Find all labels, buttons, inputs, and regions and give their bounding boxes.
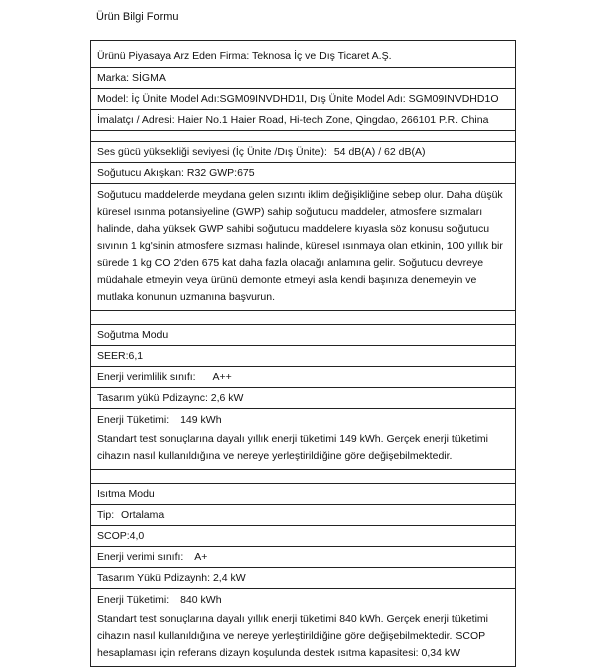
noise-value: 54 dB(A) / 62 dB(A): [333, 146, 426, 158]
section-spacer: [91, 470, 515, 484]
section-spacer: [91, 131, 515, 142]
heating-header: Isıtma Modu: [91, 484, 515, 505]
cooling-energy-class-value: A++: [212, 371, 232, 383]
heating-scop: SCOP:4,0: [91, 526, 515, 547]
heating-type-label: Tip:: [97, 509, 115, 521]
cooling-header: Soğutma Modu: [91, 325, 515, 346]
section-spacer: [91, 311, 515, 325]
heating-energy-class-label: Enerji verimi sınıfı:: [97, 551, 184, 563]
brand-row: Marka: SİGMA: [91, 68, 515, 89]
supplier-row: Ürünü Piyasaya Arz Eden Firma: Teknosa İç ve Dış Ticaret A.Ş.: [91, 41, 515, 68]
cooling-consumption-note: Standart test sonuçlarına dayalı yıllık enerji tüketimi 149 kWh. Gerçek enerji tüketimi cihazın nasıl kullanıldığına ve nereye yerleştirildiğine göre değişebilmektedir.: [97, 433, 489, 462]
heating-consumption-block: [91, 589, 515, 666]
refrigerant-row: Soğutucu Akışkan: R32 GWP:675: [91, 163, 515, 184]
heating-consumption-label: Enerji Tüketimi:: [97, 594, 170, 606]
product-info-form: [90, 40, 516, 667]
manufacturer-row: İmalatçı / Adresi: Haier No.1 Haier Road, Hi-tech Zone, Qingdao, 266101 P.R. China: [91, 110, 515, 131]
heating-energy-class-value: A+: [194, 551, 208, 563]
noise-row: [91, 142, 515, 163]
heating-consumption-value: 840 kWh: [180, 594, 222, 606]
heating-energy-class-row: [91, 547, 515, 568]
heating-type-value: Ortalama: [121, 509, 165, 521]
cooling-consumption-label: Enerji Tüketimi:: [97, 414, 170, 426]
cooling-design-load: Tasarım yükü Pdizaync: 2,6 kW: [91, 388, 515, 409]
document-title: Ürün Bilgi Formu: [96, 11, 179, 23]
cooling-seer: SEER:6,1: [91, 346, 515, 367]
cooling-consumption-value: 149 kWh: [180, 414, 222, 426]
refrigerant-notice: Soğutucu maddelerde meydana gelen sızıntı iklim değişikliğine sebep olur. Daha düşük küresel ısınma potansiyeline (GWP) sahip soğutucu maddeler, atmosfere sızmaları halinde, daha yüksek GWP sahibi soğutucu maddelere kıyasla söz konusu soğutucu sıvının 1 kg'sinin atmosfere sızması halinde, küresel ısınmaya olan etkinin, 100 yıllık bir sürede 1 kg CO 2'den 675 kat daha fazla olacağı anlamına gelir. Soğutucu devreye müdahale etmeyin veya ürünü demonte etmeyi asla kendi başınıza denemeyin ve mutlaka konunun uzmanına başvurun.: [91, 184, 515, 311]
model-row: Model: İç Ünite Model Adı:SGM09INVDHD1I, Dış Ünite Model Adı: SGM09INVDHD1O: [91, 89, 515, 110]
noise-label: Ses gücü yüksekliği seviyesi (İç Ünite /Dış Ünite):: [97, 146, 327, 158]
heating-design-load: Tasarım Yükü Pdizaynh: 2,4 kW: [91, 568, 515, 589]
cooling-energy-class-label: Enerji verimlilik sınıfı:: [97, 371, 196, 383]
heating-type-row: [91, 505, 515, 526]
cooling-energy-class-row: [91, 367, 515, 388]
cooling-consumption-block: [91, 409, 515, 470]
heating-consumption-note: Standart test sonuçlarına dayalı yıllık enerji tüketimi 840 kWh. Gerçek enerji tüketimi cihazın nasıl kullanıldığına ve nereye yerleştirildiğine göre değişebilmektedir. SCOP hesaplaması için referans dizayn koşulunda destek ısıtma kapasitesi: 0,34 kW: [97, 613, 489, 659]
